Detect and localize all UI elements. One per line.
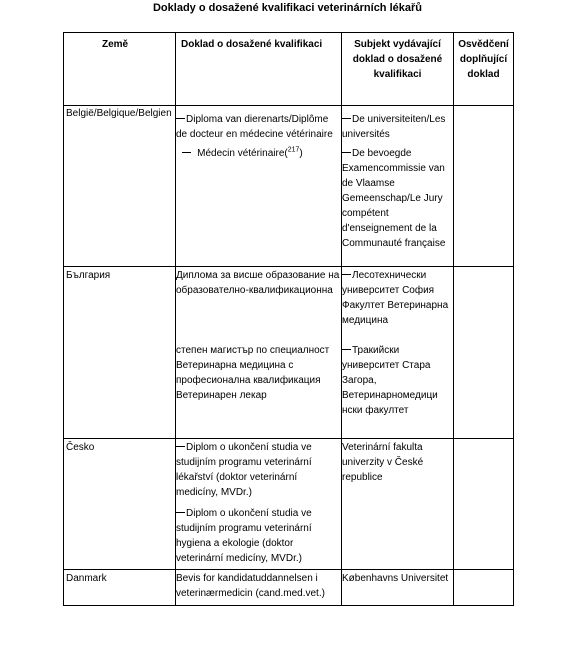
issuer-cell <box>342 267 454 439</box>
certificate-cell <box>454 106 514 267</box>
issuer-text: Københavns Universitet <box>342 573 449 584</box>
certificate-cell <box>454 439 514 570</box>
issuer-text: De bevoegde Examencommissie van de Vlaamse Gemeenschap/Le Jury compétent d'enseignement de la Communauté française <box>342 148 446 249</box>
qualification-text: Diplom o ukončení studia ve studijním programu veterinární hygiena a ekologie (doktor veterinární medicíny, MVDr.) <box>176 508 312 564</box>
list-item <box>342 112 453 142</box>
header-issuing-body: Subjekt vydávající doklad o dosažené kvalifikaci <box>342 33 454 106</box>
issuer-cell <box>342 439 454 570</box>
issuer-text: Тракийски университет Стара Загора, Ветеринарномедици нски факултет <box>342 345 438 416</box>
issuer-cell <box>342 570 454 606</box>
qualification-text: Diploma van dierenarts/Diplôme de docteur en médecine vétérinaire <box>176 114 333 140</box>
footnote-close: ) <box>299 148 303 159</box>
qualification-cell <box>176 439 342 570</box>
certificate-cell <box>454 570 514 606</box>
dash-marker <box>342 152 351 153</box>
table-row-czech <box>64 439 514 570</box>
country-name: Česko <box>66 442 95 453</box>
table-row-bulgaria <box>64 267 514 439</box>
country-cell <box>64 267 176 439</box>
list-item <box>342 268 453 328</box>
list-item <box>176 112 341 142</box>
table-row-belgium <box>64 106 514 267</box>
qualification-cell <box>176 106 342 267</box>
country-name: Danmark <box>66 573 107 584</box>
document-title: Doklady o dosažené kvalifikaci veterinárních lékařů <box>152 2 422 14</box>
list-item <box>342 146 453 251</box>
issuer-text: Лесотехнически университет София Факултет Ветеринарна медицина <box>342 270 449 326</box>
header-qualification: Doklad o dosažené kvalifikaci <box>176 33 342 106</box>
dash-marker <box>342 349 351 350</box>
qualification-text: Bevis for kandidatuddannelsen i veterinærmedicin (cand.med.vet.) <box>176 573 325 599</box>
table-row-denmark <box>64 570 514 606</box>
issuer-cell <box>342 106 454 267</box>
list-item <box>176 506 341 566</box>
header-certificate: Osvědčení doplňující doklad <box>454 33 514 106</box>
header-country: Země <box>64 33 176 106</box>
country-cell <box>64 439 176 570</box>
issuer-text: De universiteiten/Les universités <box>342 114 446 140</box>
list-item <box>342 343 453 418</box>
country-name: België/Belgique/Belgien <box>66 108 172 119</box>
qualification-cell <box>176 570 342 606</box>
certificate-cell <box>454 267 514 439</box>
dash-marker <box>176 512 185 513</box>
list-item <box>176 146 341 161</box>
dash-marker <box>182 152 191 153</box>
footnote-ref: 217 <box>287 146 300 154</box>
country-cell <box>64 106 176 267</box>
qualification-cell <box>176 267 342 439</box>
qualification-text: Diplom o ukončení studia ve studijním programu veterinární lékařství (doktor veterinární medicíny, MVDr.) <box>176 442 312 498</box>
dash-marker <box>342 118 351 119</box>
dash-marker <box>176 446 185 447</box>
qualification-text: Médecin vétérinaire( <box>197 148 288 159</box>
list-item <box>176 440 341 500</box>
country-cell <box>64 570 176 606</box>
dash-marker <box>176 118 185 119</box>
country-name: България <box>66 270 111 281</box>
dash-marker <box>342 274 351 275</box>
issuer-text: Veterinární fakulta univerzity v České republice <box>342 442 424 483</box>
qualifications-table <box>63 32 514 606</box>
qualification-text: степен магистър по специалност Ветеринарна медицина с професионална квалификация Ветеринарен лекар <box>176 345 330 401</box>
header-row <box>64 33 514 106</box>
qualification-text: Диплома за висше образование на образователно-квалификационна <box>176 270 340 296</box>
